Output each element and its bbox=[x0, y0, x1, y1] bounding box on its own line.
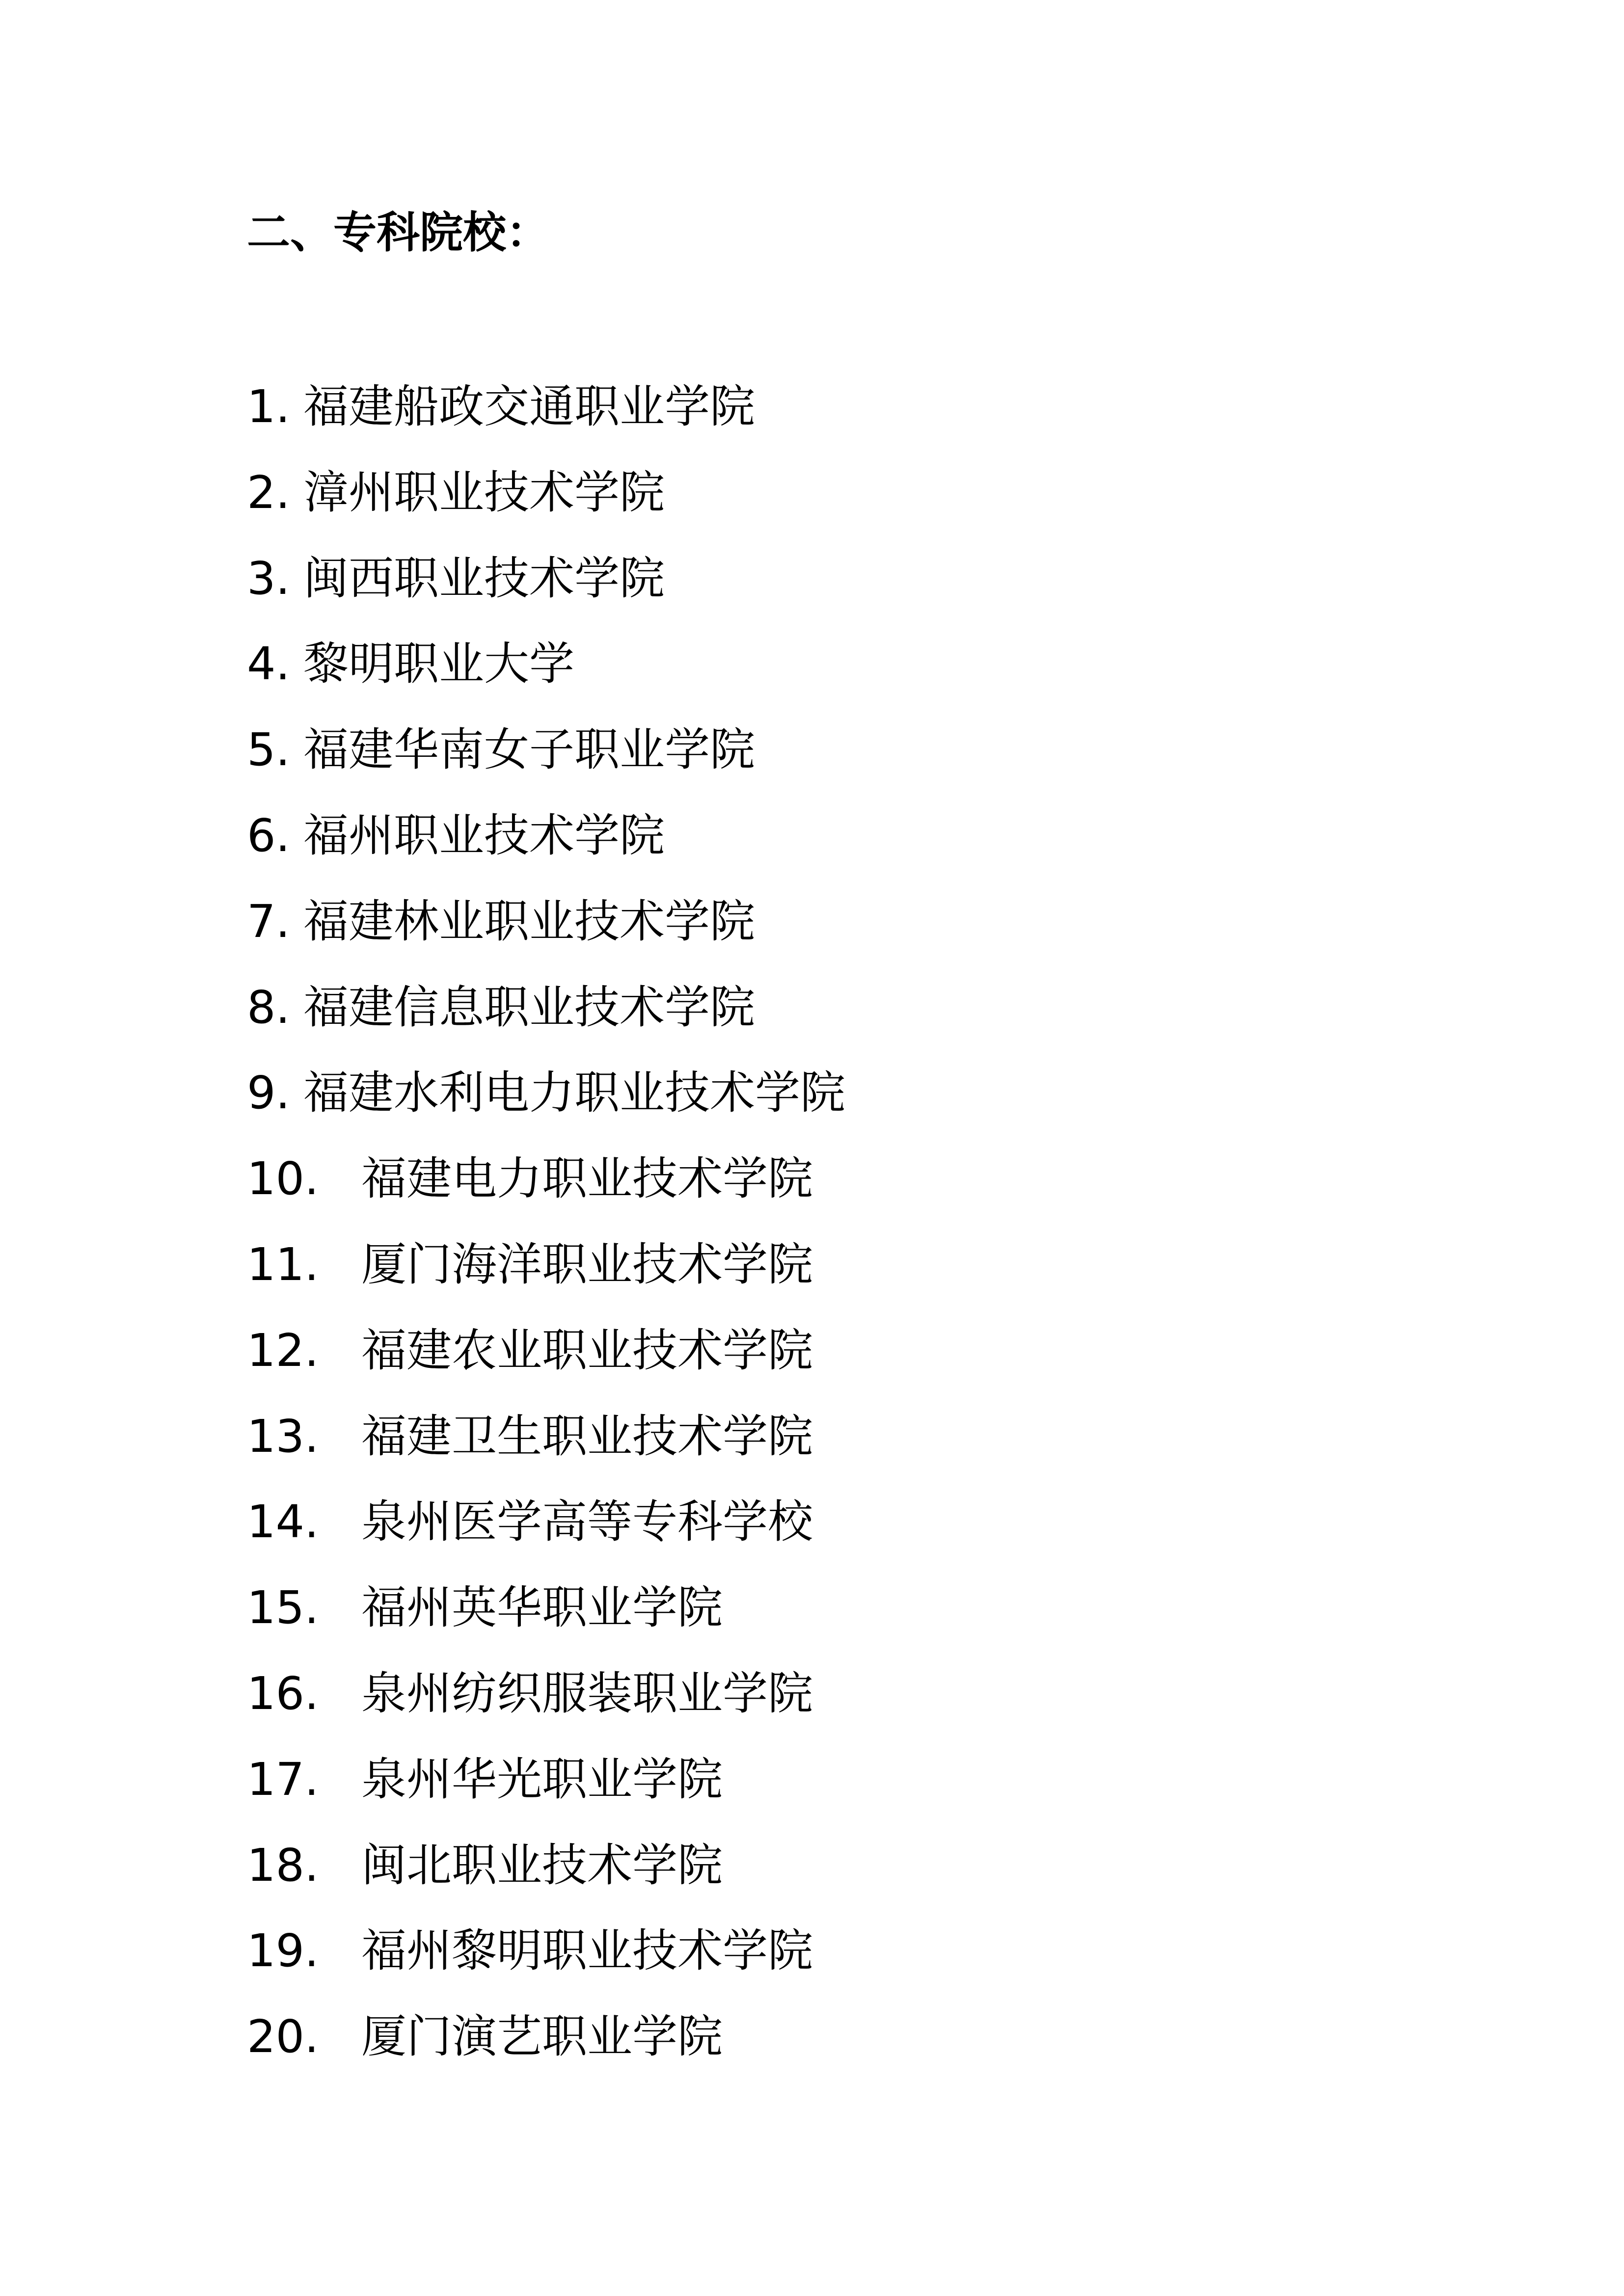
list-item-number: 17. bbox=[247, 1753, 319, 1806]
list-item-number: 16. bbox=[247, 1667, 319, 1720]
list-item-text: 福建信息职业技术学院 bbox=[303, 981, 756, 1034]
list-item-number: 7. bbox=[247, 895, 290, 948]
list-item-number: 19. bbox=[247, 1924, 319, 1977]
list-item-text: 泉州华光职业学院 bbox=[361, 1753, 723, 1806]
list-item-number: 13. bbox=[247, 1410, 319, 1463]
list-item-number: 4. bbox=[247, 638, 290, 691]
list-item-text: 福建林业职业技术学院 bbox=[303, 895, 756, 948]
list-item-text: 福建水利电力职业技术学院 bbox=[303, 1067, 846, 1120]
list-item-number: 8. bbox=[247, 981, 290, 1034]
list-item-text: 闽北职业技术学院 bbox=[361, 1839, 723, 1892]
list-item-number: 12. bbox=[247, 1324, 319, 1377]
list-item-text: 福建电力职业技术学院 bbox=[361, 1152, 813, 1205]
list-item-number: 1. bbox=[247, 380, 290, 433]
list-item-text: 厦门海洋职业技术学院 bbox=[361, 1238, 813, 1291]
list-item-number: 3. bbox=[247, 552, 290, 605]
list-item-number: 2. bbox=[247, 466, 290, 519]
list-item-text: 福建华南女子职业学院 bbox=[303, 723, 756, 776]
list-item-text: 漳州职业技术学院 bbox=[303, 466, 665, 519]
list-item-text: 福州职业技术学院 bbox=[303, 809, 665, 862]
list-item-text: 福州黎明职业技术学院 bbox=[361, 1924, 813, 1977]
list-item-text: 泉州医学高等专科学校 bbox=[361, 1495, 813, 1548]
list-item-number: 15. bbox=[247, 1581, 319, 1634]
list-item-number: 5. bbox=[247, 723, 290, 776]
list-item-text: 福建船政交通职业学院 bbox=[303, 380, 756, 433]
list-item-text: 福建卫生职业技术学院 bbox=[361, 1410, 813, 1463]
list-item-number: 10. bbox=[247, 1152, 319, 1205]
list-item-number: 6. bbox=[247, 809, 290, 862]
list-item-text: 泉州纺织服装职业学院 bbox=[361, 1667, 813, 1720]
list-item-text: 福州英华职业学院 bbox=[361, 1581, 723, 1634]
list-item-text: 厦门演艺职业学院 bbox=[361, 2010, 723, 2063]
list-item-text: 黎明职业大学 bbox=[303, 638, 575, 691]
list-item-number: 18. bbox=[247, 1839, 319, 1892]
list-item-number: 11. bbox=[247, 1238, 319, 1291]
list-item-text: 福建农业职业技术学院 bbox=[361, 1324, 813, 1377]
list-item-number: 20. bbox=[247, 2010, 319, 2063]
list-item-number: 9. bbox=[247, 1067, 290, 1120]
list-item-number: 14. bbox=[247, 1495, 319, 1548]
section-heading: 二、专科院校： bbox=[247, 207, 550, 258]
list-item-text: 闽西职业技术学院 bbox=[303, 552, 665, 605]
